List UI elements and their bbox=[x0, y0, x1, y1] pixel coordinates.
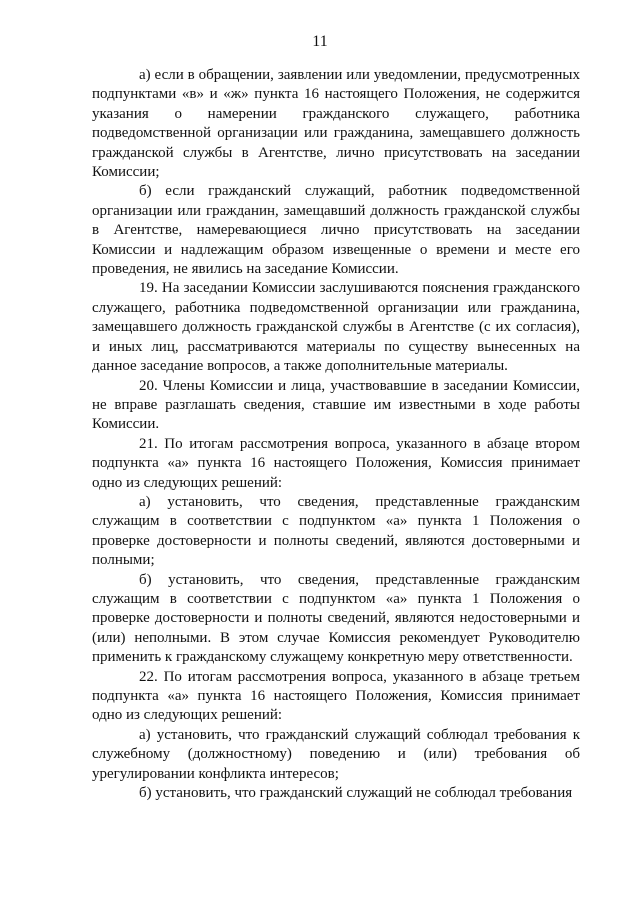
paragraph-18b: б) если гражданский служащий, работник подведомственной организации или гражданин, замещавший должность гражданской службы в Агентстве, намеревающиеся лично присутствовать на заседании Комиссии и надлежащим образом извещенные о времени и месте его проведения, не явились на заседание Комиссии. bbox=[92, 183, 580, 278]
document-body bbox=[92, 66, 580, 803]
paragraph-21a: а) установить, что сведения, представленные гражданским служащим в соответствии с подпунктом «а» пункта 1 Положения о проверке достоверности и полноты сведений, являются достоверными и полными; bbox=[92, 493, 580, 569]
paragraph-22b: б) установить, что гражданский служащий не соблюдал требования bbox=[139, 785, 573, 802]
paragraph-18a: а) если в обращении, заявлении или уведомлении, предусмотренных подпунктами «в» и «ж» пункта 16 настоящего Положения, не содержится указания о намерении гражданского служащего, работника подведомственной организации или гражданина, замещавшего должность гражданской службы в Агентстве, лично присутствовать на заседании Комиссии; bbox=[92, 67, 580, 181]
paragraph-21b: б) установить, что сведения, представленные гражданским служащим в соответствии с подпунктом «а» пункта 1 Положения о проверке достоверности и полноты сведений, являются недостоверными и (или) неполными. В этом случае Комиссия рекомендует Руководителю применить к гражданскому служащему конкретную меру ответственности. bbox=[92, 571, 580, 666]
paragraph-19: 19. На заседании Комиссии заслушиваются пояснения гражданского служащего, работника подведомственной организации или гражданина, замещавшего должность гражданской службы в Агентстве (с их согласия), и иных лиц, рассматриваются материалы по существу вынесенных на данное заседание вопросов, а также дополнительные материалы. bbox=[92, 280, 580, 375]
paragraph-20: 20. Члены Комиссии и лица, участвовавшие в заседании Комиссии, не вправе разглашать сведения, ставшие им известными в ходе работы Комиссии. bbox=[92, 377, 580, 433]
paragraph-21: 21. По итогам рассмотрения вопроса, указанного в абзаце втором подпункта «а» пункта 16 настоящего Положения, Комиссия принимает одно из следующих решений: bbox=[92, 435, 580, 491]
page-number: 11 bbox=[312, 33, 328, 50]
paragraph-22: 22. По итогам рассмотрения вопроса, указанного в абзаце третьем подпункта «а» пункта 16 настоящего Положения, Комиссия принимает одно из следующих решений: bbox=[92, 668, 580, 724]
paragraph-22a: а) установить, что гражданский служащий соблюдал требования к служебному (должностному) поведению и (или) требования об урегулировании конфликта интересов; bbox=[92, 726, 580, 782]
